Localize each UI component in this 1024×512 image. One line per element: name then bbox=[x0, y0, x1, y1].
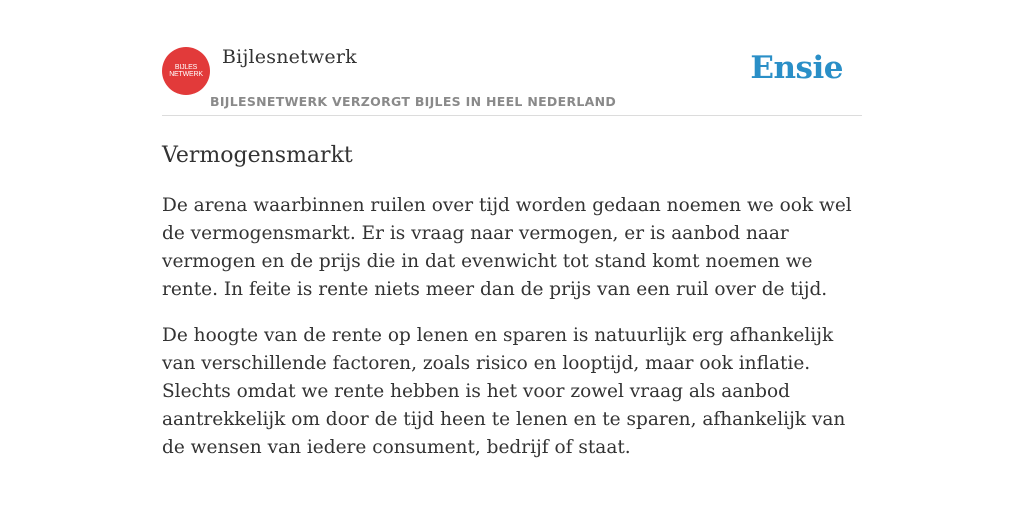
article-paragraph-1: De arena waarbinnen ruilen over tijd worden gedaan noemen we ook wel de vermogensmarkt. Er is vraag naar vermogen, er is aanbod naar vermogen en de prijs die in dat evenwicht tot stand komt noemen we rente. In feite is rente niets meer dan de prijs van een ruil over de tijd. bbox=[162, 195, 852, 300]
author-name[interactable]: Bijlesnetwerk bbox=[222, 46, 357, 68]
author-avatar[interactable] bbox=[162, 47, 210, 95]
definition-card bbox=[162, 44, 862, 462]
article-paragraph-2: De hoogte van de rente op lenen en sparen is natuurlijk erg afhankelijk van verschillende factoren, zoals risico en looptijd, maar ook inflatie. Slechts omdat we rente hebben is het voor zowel vraag als aanbod aantrekkelijk om door de tijd heen te lenen en te sparen, afhankelijk van de wensen van iedere consument, bedrijf of staat. bbox=[162, 325, 846, 458]
article-title: Vermogensmarkt bbox=[162, 143, 353, 168]
ensie-logo[interactable]: Ensie bbox=[750, 50, 843, 86]
avatar-text-line1: BIJLES bbox=[174, 64, 198, 71]
card-header bbox=[162, 44, 862, 116]
avatar-text-line2: NETWERK bbox=[169, 71, 203, 78]
author-tagline: BIJLESNETWERK VERZORGT BIJLES IN HEEL NEDERLAND bbox=[210, 94, 617, 109]
